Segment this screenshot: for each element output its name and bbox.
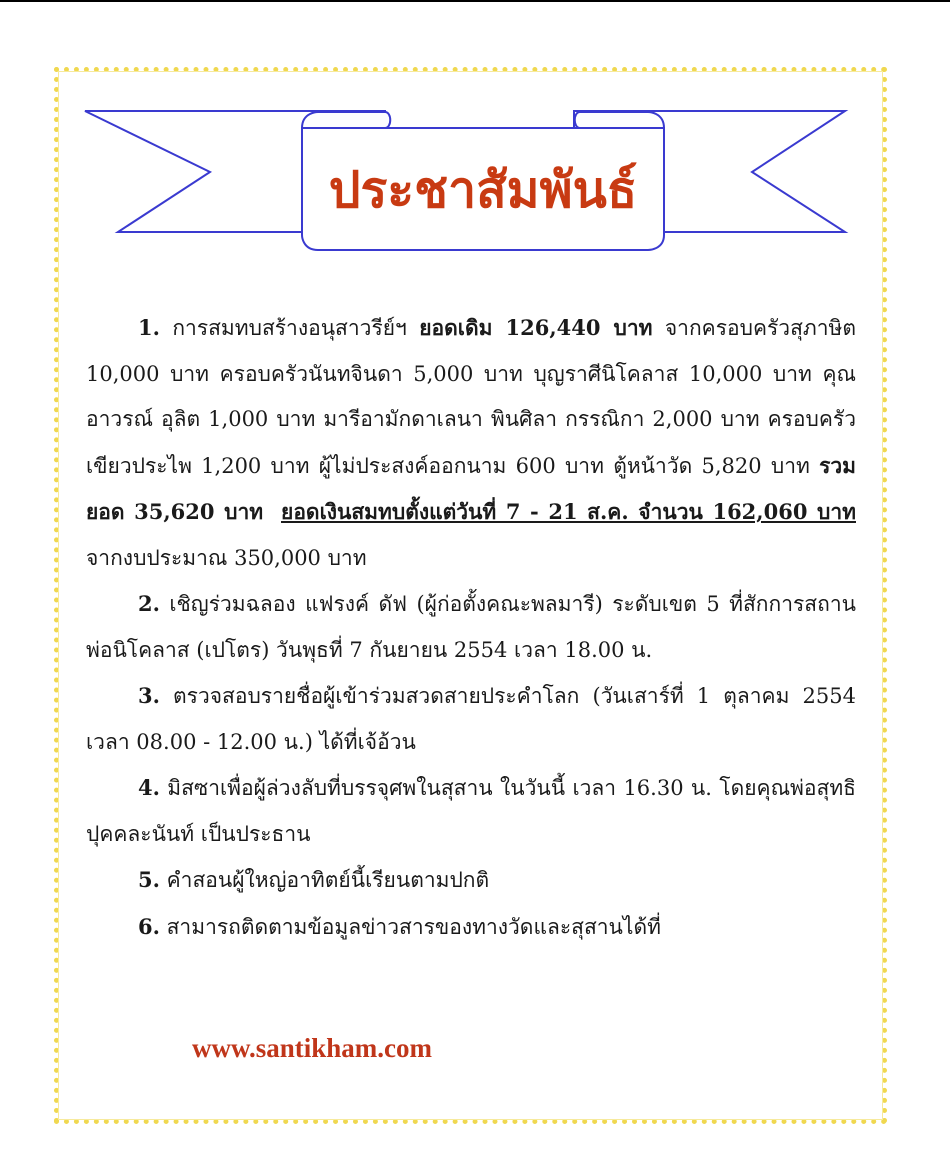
announcement-item-5: 5. คำสอนผู้ใหญ่อาทิตย์นี้เรียนตามปกติ bbox=[138, 867, 490, 892]
item-number: 4. bbox=[138, 775, 160, 800]
website-link[interactable]: www.santikham.com bbox=[192, 1033, 433, 1063]
item-number: 6. bbox=[138, 913, 160, 939]
total-contribution-underlined: ยอดเงินสมทบตั้งแต่วันที่ 7 - 21 ส.ค. จำนวน 162,060 บาท bbox=[281, 499, 856, 524]
banner-title: ประชาสัมพันธ์ bbox=[328, 159, 638, 219]
item-number: 2. bbox=[138, 591, 160, 616]
item-number: 3. bbox=[138, 683, 160, 708]
item-number: 5. bbox=[138, 867, 160, 892]
announcement-item-2: 2. เชิญร่วมฉลอง แฟรงค์ ดัฟ (ผู้ก่อตั้งคณะพลมารี) ระดับเขต 5 ที่สักการสถานพ่อนิโคลาส (เปโตร) วันพุธที่ 7 กันยายน 2554 เวลา 18.00 น. bbox=[86, 591, 856, 662]
announcement-item-4: 4. มิสซาเพื่อผู้ล่วงลับที่บรรจุศพในสุสาน ในวันนี้ เวลา 16.30 น. โดยคุณพ่อสุทธิ ปุคคละนันท์ เป็นประธาน bbox=[86, 775, 856, 846]
announcement-item-6: 6. สามารถติดตามข้อมูลข่าวสารของทางวัดและสุสานได้ที่ bbox=[138, 913, 661, 939]
ribbon-right-curl bbox=[575, 112, 664, 128]
ribbon-left-curl bbox=[302, 112, 390, 128]
announcement-item-3: 3. ตรวจสอบรายชื่อผู้เข้าร่วมสวดสายประคำโลก (วันเสาร์ที่ 1 ตุลาคม 2554 เวลา 08.00 - 12.00 น.) ได้ที่เจ้อ้วน bbox=[86, 683, 856, 754]
announcement-list bbox=[86, 305, 856, 950]
item-number: 1. bbox=[138, 315, 160, 340]
announcement-item-1: 1. การสมทบสร้างอนุสาวรีย์ฯ ยอดเดิม 126,440 บาท จากครอบครัวสุภาษิต 10,000 บาท ครอบครัวนันทจินดา 5,000 บาท บุญราศีนิโคลาส 10,000 บาท คุณอาวรณ์ อุลิต 1,000 บาท มารีอามักดาเลนา พินศิลา กรรณิกา 2,000 บาท ครอบครัวเขียวประไพ 1,200 บาท ผู้ไม่ประสงค์ออกนาม 600 บาท ตู้หน้าวัด 5,820 บาท รวมยอด 35,620 บาท ยอดเงินสมทบตั้งแต่วันที่ 7 - 21 ส.ค. จำนวน 162,060 บาท จากงบประมาณ 350,000 บาท bbox=[86, 315, 856, 570]
